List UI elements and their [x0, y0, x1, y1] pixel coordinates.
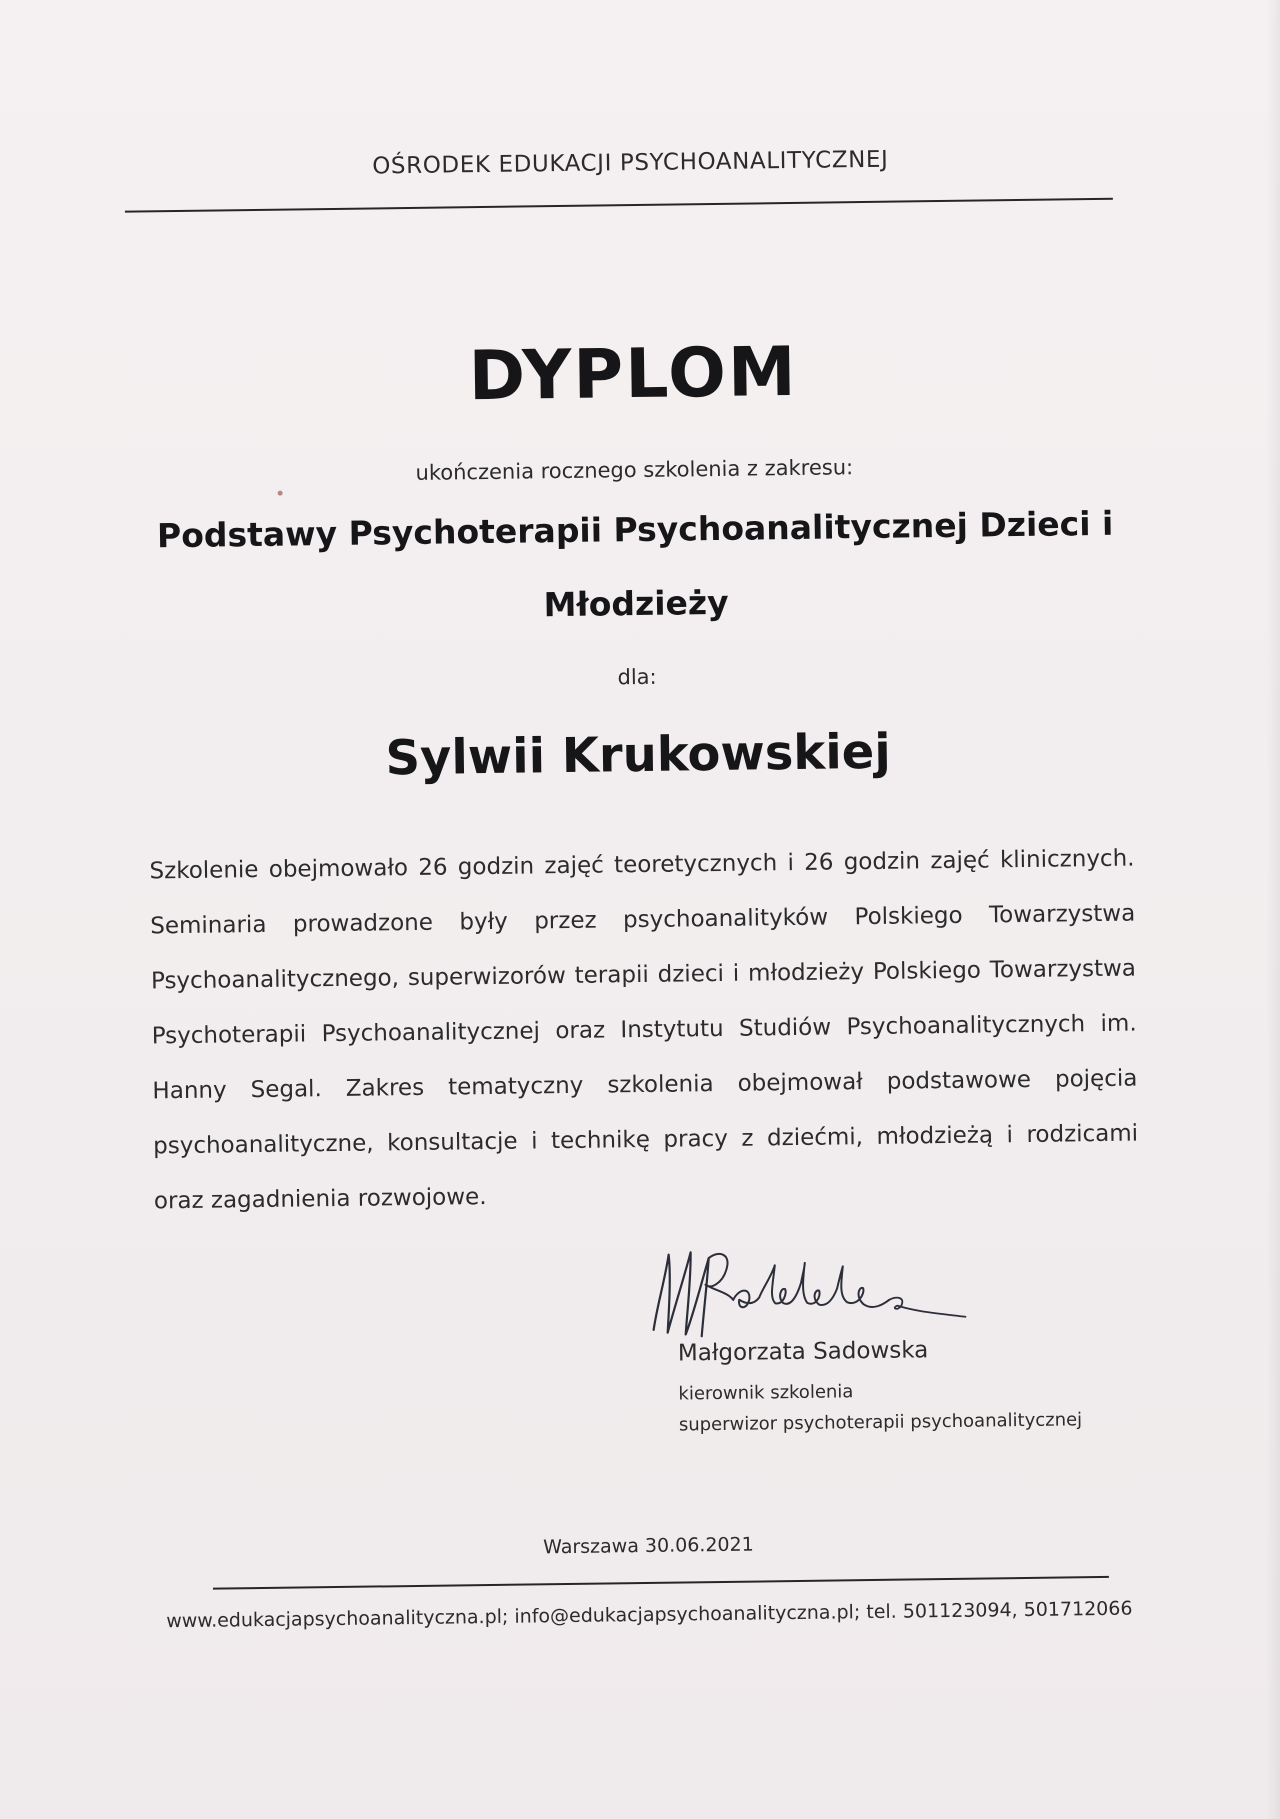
footer-divider	[213, 1576, 1109, 1589]
header-divider	[125, 198, 1113, 213]
diploma-subtitle: ukończenia rocznego szkolenia z zakresu:	[415, 455, 854, 485]
contact-info: www.edukacjapsychoanalityczna.pl; info@edukacjapsychoanalityczna.pl; tel. 501123094, 501712066	[166, 1597, 1133, 1633]
place-and-date: Warszawa 30.06.2021	[543, 1533, 754, 1559]
recipient-label: dla:	[617, 664, 657, 690]
course-description: Szkolenie obejmowało 26 godzin zajęć teoretycznych i 26 godzin zajęć klinicznych. Seminaria prowadzone były przez psychoanalityków Polskiego Towarzystwa Psychoanalitycznego, superwizorów terapii dzieci i młodzieży Polskiego Towarzystwa Psychoterapii Psychoanalitycznej oraz Instytutu Studiów Psychoanalitycznych im. Hanny Segal. Zakres tematyczny szkolenia obejmował podstawowe pojęcia psychoanalityczne, konsultacje i technikę pracy z dziećmi, młodzieżą i rodzicami oraz zagadnienia rozwojowe.	[149, 845, 1139, 1215]
recipient-name: Sylwii Krukowskiej	[385, 723, 892, 787]
institution-name: OŚRODEK EDUKACJI PSYCHOANALITYCZNEJ	[372, 146, 889, 180]
diploma-title: DYPLOM	[468, 332, 799, 417]
course-title-line1: Podstawy Psychoterapii Psychoanalitycznej Dzieci i	[156, 503, 1114, 556]
ink-speck	[278, 491, 283, 496]
signatory-role-secondary: superwizor psychoterapii psychoanalitycznej	[678, 1409, 1083, 1436]
course-title-line2: Młodzieży	[543, 582, 729, 625]
signatory-role-primary: kierownik szkolenia	[678, 1381, 854, 1405]
signatory-name: Małgorzata Sadowska	[677, 1337, 929, 1367]
